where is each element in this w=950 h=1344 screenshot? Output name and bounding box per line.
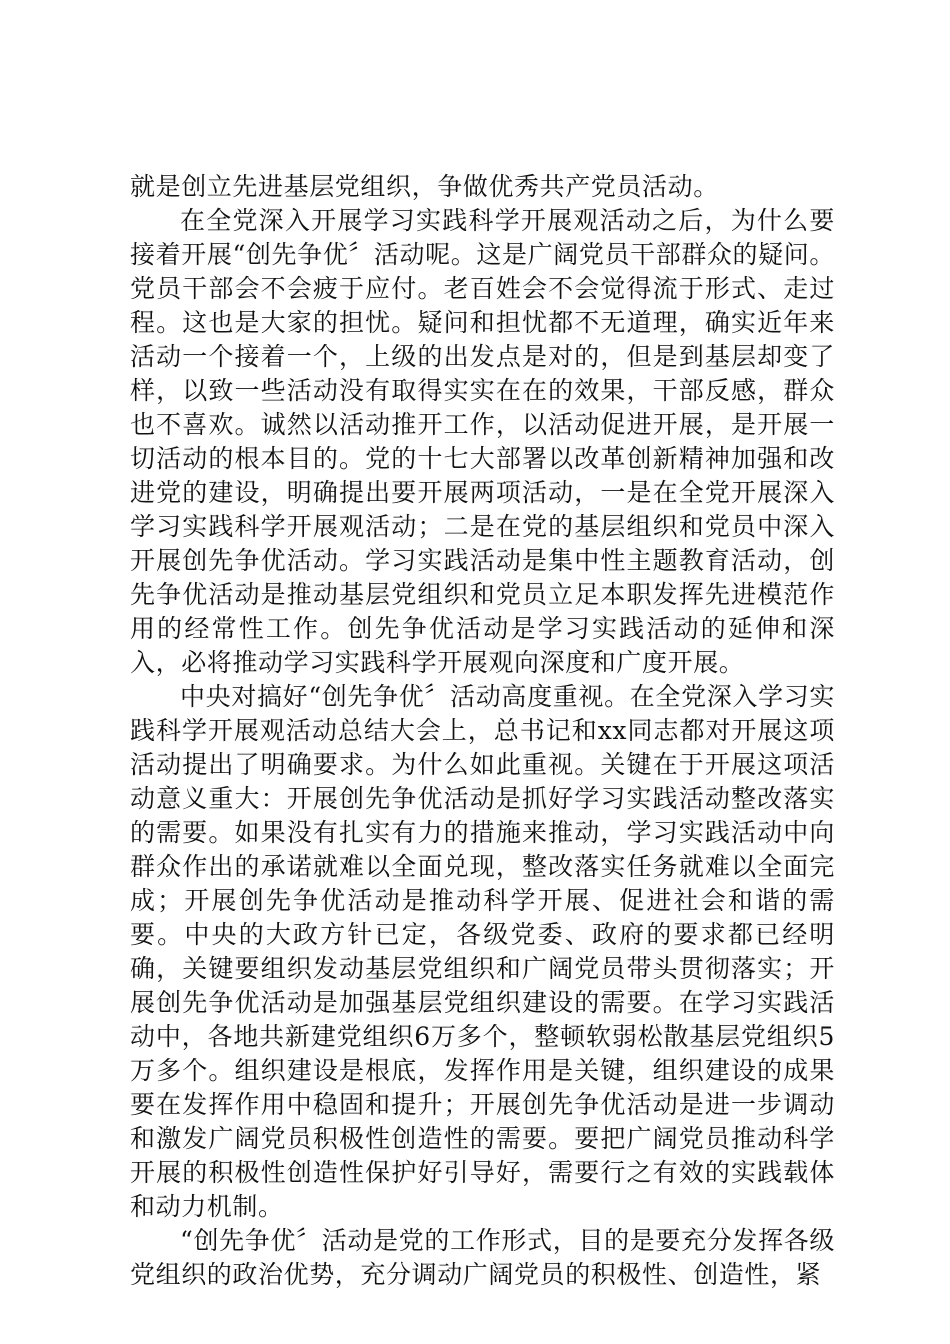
paragraph-central-importance: 中央对搞好“创先争优〞活动高度重视。在全党深入学习实践科学开展观活动总结大会上，总书记和xx同志都对开展这项活动提出了明确要求。为什么如此重视。关键在于开展这项活动意义重大：开展创先争优活动是抓好学习实践活动整改落实的需要。如果没有扎实有力的措施来推动，学习实践活动中向群众作出的承诺就难以全面兑现，整改落实任务就难以全面完成；开展创先争优活动是推动科学开展、促进社会和谐的需要。中央的大政方针已定，各级党委、政府的要求都已经明确，关键要组织发动基层党组织和广阔党员带头贯彻落实；开展创先争优活动是加强基层党组织建设的需要。在学习实践活动中，各地共新建党组织6万多个，整顿软弱松散基层党组织5万多个。组织建设是根底，发挥作用是关键，组织建设的成果要在发挥作用中稳固和提升；开展创先争优活动是进一步调动和激发广阔党员积极性创造性的需要。要把广阔党员推动科学开展的积极性创造性保护好引导好，需要行之有效的实践载体和动力机制。 xyxy=(130,682,835,1221)
paragraph-work-form: “创先争优〞活动是党的工作形式，目的是要充分发挥各级党组织的政治优势，充分调动广阔党员的积极性、创造性，紧 xyxy=(130,1226,835,1289)
paragraph-continuation: 就是创立先进基层党组织，争做优秀共产党员活动。 xyxy=(130,172,719,201)
paragraph-why-campaign: 在全党深入开展学习实践科学开展观活动之后，为什么要接着开展“创先争优〞活动呢。这是广阔党员干部群众的疑问。党员干部会不会疲于应付。老百姓会不会觉得流于形式、走过程。这也是大家的担忧。疑问和担忧都不无道理，确实近年来活动一个接着一个，上级的出发点是对的，但是到基层却变了样，以致一些活动没有取得实实在在的效果，干部反感，群众也不喜欢。诚然以活动推开工作，以活动促进开展，是开展一切活动的根本目的。党的十七大部署以改革创新精神加强和改进党的建设，明确提出要开展两项活动，一是在全党开展深入学习实践科学开展观活动；二是在党的基层组织和党员中深入开展创先争优活动。学习实践活动是集中性主题教育活动，创先争优活动是推动基层党组织和党员立足本职发挥先进模范作用的经常性工作。创先争优活动是学习实践活动的延伸和深入，必将推动学习实践科学开展观向深度和广度开展。 xyxy=(130,206,835,677)
document-body xyxy=(130,170,835,1292)
